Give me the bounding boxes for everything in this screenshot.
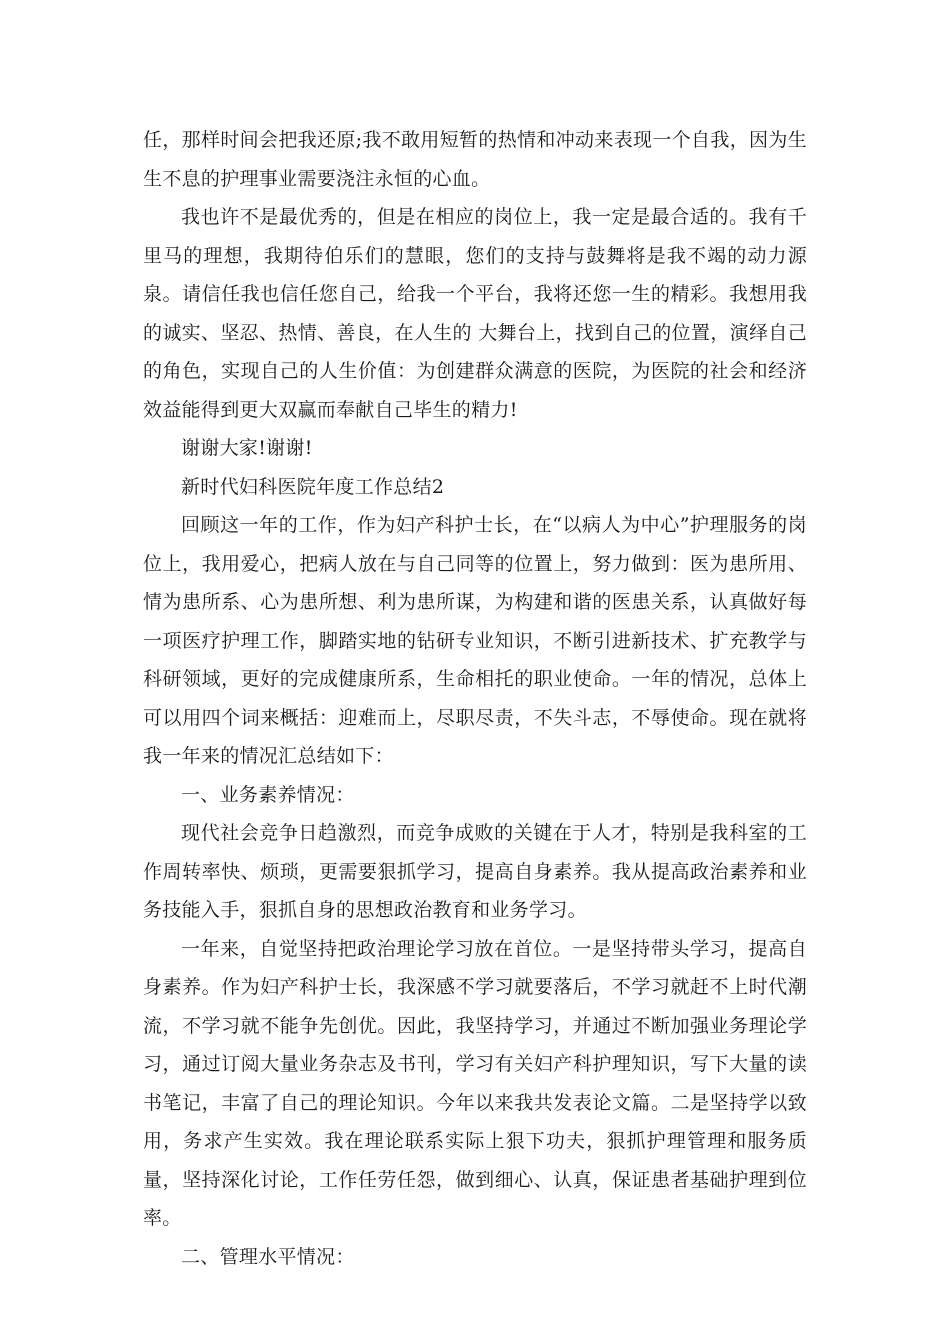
paragraph-review: 回顾这一年的工作，作为妇产科护士长，在“以病人为中心”护理服务的岗位上，我用爱心，把病人放在与自己同等的位置上，努力做到：医为患所用、情为患所系、心为患所想、利为患所谋，为构建和谐的医患关系，认真做好每一项医疗护理工作，脚踏实地的钻研专业知识，不断引进新技术、扩充教学与科研领域，更好的完成健康所系，生命相托的职业使命。一年的情况，总体上可以用四个词来概括：迎难而上，尽职尽责，不失斗志，不辱使命。现在就将我一年来的情况汇总结如下： bbox=[143, 514, 807, 767]
subheading-management: 二、管理水平情况： bbox=[181, 1245, 355, 1268]
paragraph-competition: 现代社会竞争日趋激烈，而竞争成败的关键在于人才，特别是我科室的工作周转率快、烦琐，更需要狠抓学习，提高自身素养。我从提高政治素养和业务技能入手，狠抓自身的思想政治教育和业务学习。 bbox=[143, 822, 807, 921]
section-title: 新时代妇科医院年度工作总结2 bbox=[181, 475, 445, 498]
paragraph-self-statement: 我也许不是最优秀的，但是在相应的岗位上，我一定是最合适的。我有千里马的理想，我期待伯乐们的慧眼，您们的支持与鼓舞将是我不竭的动力源泉。请信任我也信任您自己，给我一个平台，我将还您一生的精彩。我想用我的诚实、坚忍、热情、善良，在人生的 大舞台上，找到自己的位置，演绎自己的角色，实现自己的人生价值：为创建群众满意的医院，为医院的社会和经济效益能得到更大双赢而奉献自己毕生的精力! bbox=[143, 206, 807, 421]
paragraph-thanks: 谢谢大家!谢谢! bbox=[181, 437, 313, 459]
paragraph-study: 一年来，自觉坚持把政治理论学习放在首位。一是坚持带头学习，提高自身素养。作为妇产科护士长，我深感不学习就要落后，不学习就赶不上时代潮流，不学习就不能争先创优。因此，我坚持学习，并通过不断加强业务理论学习，通过订阅大量业务杂志及书刊，学习有关妇产科护理知识，写下大量的读书笔记，丰富了自己的理论知识。今年以来我共发表论文篇。二是坚持学以致用，务求产生实效。我在理论联系实际上狠下功夫，狠抓护理管理和服务质量，坚持深化讨论，工作任劳任怨，做到细心、认真，保证患者基础护理到位率。 bbox=[143, 937, 807, 1229]
paragraph-continuation: 任，那样时间会把我还原;我不敢用短暂的热情和冲动来表现一个自我，因为生生不息的护理事业需要浇注永恒的心血。 bbox=[143, 129, 807, 190]
subheading-business-quality: 一、业务素养情况： bbox=[181, 783, 355, 806]
document-body bbox=[143, 121, 807, 1276]
